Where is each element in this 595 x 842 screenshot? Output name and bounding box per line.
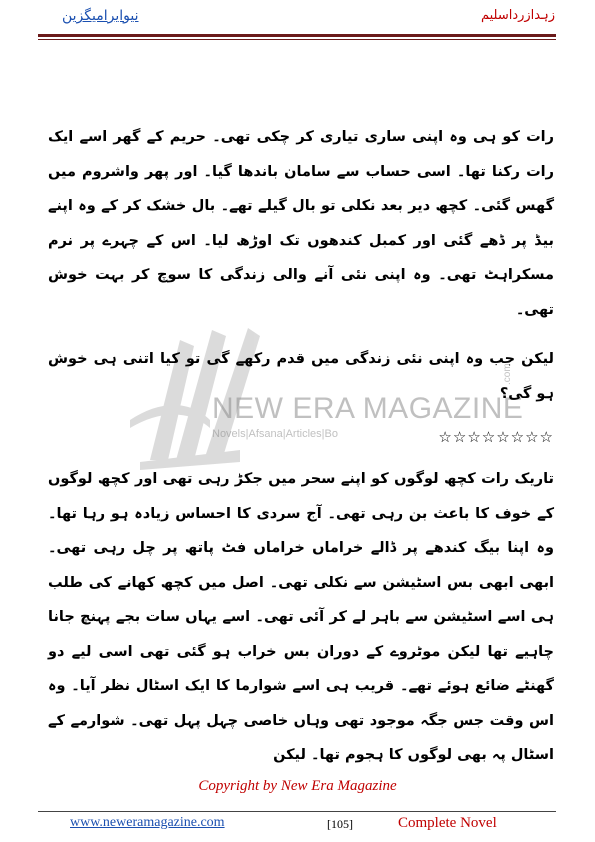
footer-page-number: [105]	[327, 817, 353, 831]
header-magazine-link[interactable]: نیوایرامیگزین	[62, 8, 139, 24]
watermark-title: NEW ERA MAGAZINE	[212, 392, 524, 425]
paragraph-3: تاریک رات کچھ لوگوں کو اپنے سحر میں جکڑ رہی تھی اور کچھ لوگوں کے خوف کا باعث بن رہی تھی۔ آج سردی کا احساس زیادہ ہو رہا تھا۔ وہ اپنا بیگ کندھے پر ڈالے خراماں خراماں فٹ پاتھ پر چل رہی تھی۔ ابھی ابھی بس اسٹیشن سے نکلی تھی۔ اصل میں کچھ کھانے کی طلب ہی اسے اسٹیشن سے باہر لے کر آئی تھی۔ اسے یہاں سات بجے پہنچ جانا چاہیے تھا لیکن موٹروے کے دوران بس خراب ہو گئی تھی اسی لیے دو گھنٹے ضائع ہوئے تھے۔ قریب ہی اسے شوارما کا ایک اسٹال نظر آیا۔ وہ اس وقت جس جگہ موجود تھی وہاں خاصی چہل پہل تھی۔ شوارمے کے اسٹال پہ بھی لوگوں کا ہجوم تھا۔ لیکن	[48, 471, 554, 763]
header-author-title: زہدازرداسلیم	[480, 8, 555, 23]
paragraph-1: رات کو ہی وہ اپنی ساری تیاری کر چکی تھی۔ حریم کے گھر اسے ایک رات رکنا تھا۔ اسی حساب سے سامان باندھا گیا۔ اور پھر واشروم میں گھس گئی۔ کچھ دیر بعد نکلی تو بال گیلے تھے۔ بال خشک کر کے وہ اپنے بیڈ پر ڈھے گئی اور کمبل کندھوں تک اوڑھ لیا۔ اس کے چہرے پر نرم مسکراہٹ تھی۔ وہ اپنی نئی آنے والی زندگی کا سوچ کر بہت خوش تھی۔	[48, 129, 554, 318]
header-divider-thick	[38, 34, 556, 37]
footer-complete-novel-label: Complete Novel	[398, 815, 497, 831]
watermark-subtitle: Novels|Afsana|Articles|Bo	[212, 428, 338, 440]
watermark-domain: .com	[502, 363, 513, 385]
footer-website-link[interactable]: www.neweramagazine.com	[70, 815, 225, 830]
footer-divider	[38, 811, 556, 812]
section-separator-stars: ☆☆☆☆☆☆☆☆	[438, 428, 554, 446]
paragraph-2: لیکن جب وہ اپنی نئی زندگی میں قدم رکھے گی تو کیا اتنی ہی خوش ہو گی؟	[48, 351, 554, 402]
copyright-notice: Copyright by New Era Magazine	[198, 778, 397, 794]
header-divider-thin	[38, 39, 556, 40]
